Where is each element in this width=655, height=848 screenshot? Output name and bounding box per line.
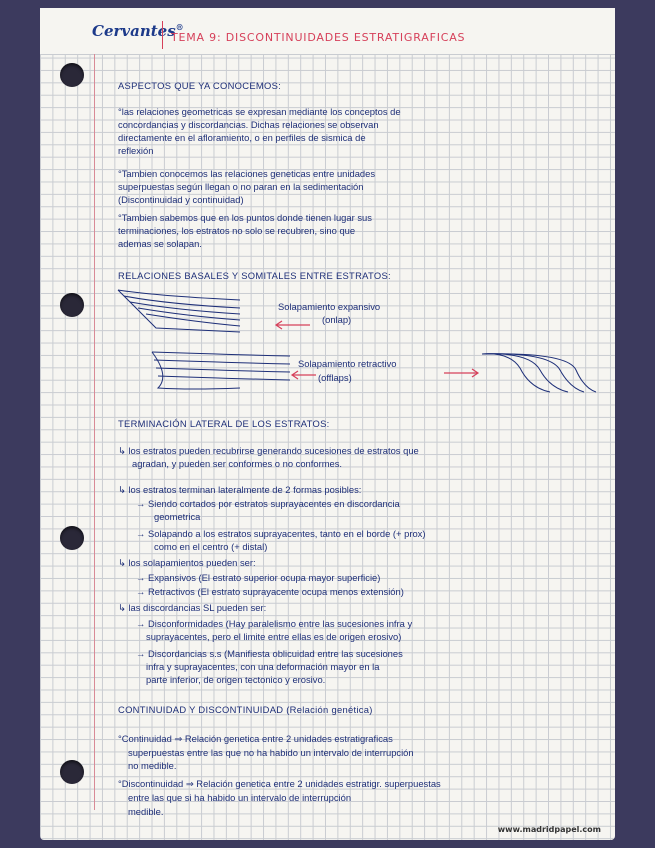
note-line: superpuestas según llegan o no paran en la sedimentación: [118, 181, 364, 192]
section-heading: CONTINUIDAD Y DISCONTINUIDAD (Relación genética): [118, 704, 373, 715]
onlap-label: Solapamiento expansivo: [278, 301, 381, 312]
note-line: ↳ los estratos terminan lateralmente de 2 formas posibles:: [118, 484, 362, 495]
offlap-label: Solapamiento retractivo: [298, 358, 397, 369]
page-title: TEMA 9: DISCONTINUIDADES ESTRATIGRAFICAS: [171, 31, 466, 44]
registered-mark: ®: [175, 22, 184, 32]
note-line: → Solapando a los estratos suprayacentes, tanto en el borde (+ prox): [136, 528, 426, 539]
section-heading: TERMINACIÓN LATERAL DE LOS ESTRATOS:: [118, 418, 330, 429]
note-line: superpuestas entre las que no ha habido un intervalo de interrupción: [128, 747, 414, 758]
onlap-sublabel: (onlap): [322, 314, 352, 325]
note-line: ↳ los solapamientos pueden ser:: [118, 557, 256, 568]
note-line: → Retractivos (El estrato suprayacente ocupa menos extensión): [136, 586, 404, 597]
note-line: directamente en el afloramiento, o en perfiles de sismica de: [118, 132, 366, 143]
note-line: no medible.: [128, 760, 177, 771]
footer-url: www.madridpapel.com: [497, 825, 601, 834]
brand-name: Cervantes: [92, 22, 176, 40]
red-arrow-icon: [442, 368, 482, 378]
red-arrow-icon: [288, 370, 318, 380]
note-line: → Siendo cortados por estratos suprayacentes en discordancia: [136, 498, 400, 509]
note-line: °Continuidad ⇒ Relación genetica entre 2 unidades estratigraficas: [118, 733, 393, 744]
note-line: ↳ las discordancias SL pueden ser:: [118, 602, 267, 613]
note-line: ↳ los estratos pueden recubrirse generando sucesiones de estratos que: [118, 445, 419, 456]
note-line: → Expansivos (El estrato superior ocupa mayor superficie): [136, 572, 381, 583]
note-line: ademas se solapan.: [118, 238, 202, 249]
note-line: entre las que si ha habido un intervalo de interrupción: [128, 792, 352, 803]
note-line: terminaciones, los estratos no solo se recubren, sino que: [118, 225, 356, 236]
note-line: suprayacentes, pero el limite entre ellas es de origen erosivo): [146, 631, 402, 642]
offlap-diagram: [150, 346, 300, 396]
note-line: °las relaciones geometricas se expresan mediante los conceptos de: [118, 106, 401, 117]
section-heading: ASPECTOS QUE YA CONOCEMOS:: [118, 80, 282, 91]
handwritten-notes: [40, 8, 615, 840]
notebook-page: [40, 8, 615, 840]
note-line: → Disconformidades (Hay paralelismo entre las sucesiones infra y: [136, 618, 413, 629]
red-arrow-icon: [272, 320, 312, 330]
note-line: °Tambien sabemos que en los puntos donde tienen lugar sus: [118, 212, 372, 223]
note-line: geometrica: [154, 511, 201, 522]
note-line: parte inferior, de origen tectonico y erosivo.: [146, 674, 326, 685]
note-line: → Discordancias s.s (Manifiesta oblicuidad entre las sucesiones: [136, 648, 403, 659]
note-line: agradan, y pueden ser conformes o no conformes.: [132, 458, 343, 469]
note-line: °Tambien conocemos las relaciones geneticas entre unidades: [118, 168, 376, 179]
note-line: (Discontinuidad y continuidad): [118, 194, 244, 205]
onlap-diagram: [116, 288, 246, 338]
offlap-curves-diagram: [480, 348, 600, 398]
note-line: concordancias y discordancias. Dichas relaciones se observan: [118, 119, 379, 130]
note-line: medible.: [128, 806, 164, 817]
section-heading: RELACIONES BASALES Y SOMITALES ENTRE ESTRATOS:: [118, 270, 391, 281]
note-line: infra y suprayacentes, con una deformación mayor en la: [146, 661, 380, 672]
note-line: reflexión: [118, 145, 154, 156]
offlap-sublabel: (offlaps): [318, 372, 352, 383]
note-line: °Discontinuidad ⇒ Relación genetica entre 2 unidades estratigr. superpuestas: [118, 778, 441, 789]
note-line: como en el centro (+ distal): [154, 541, 268, 552]
